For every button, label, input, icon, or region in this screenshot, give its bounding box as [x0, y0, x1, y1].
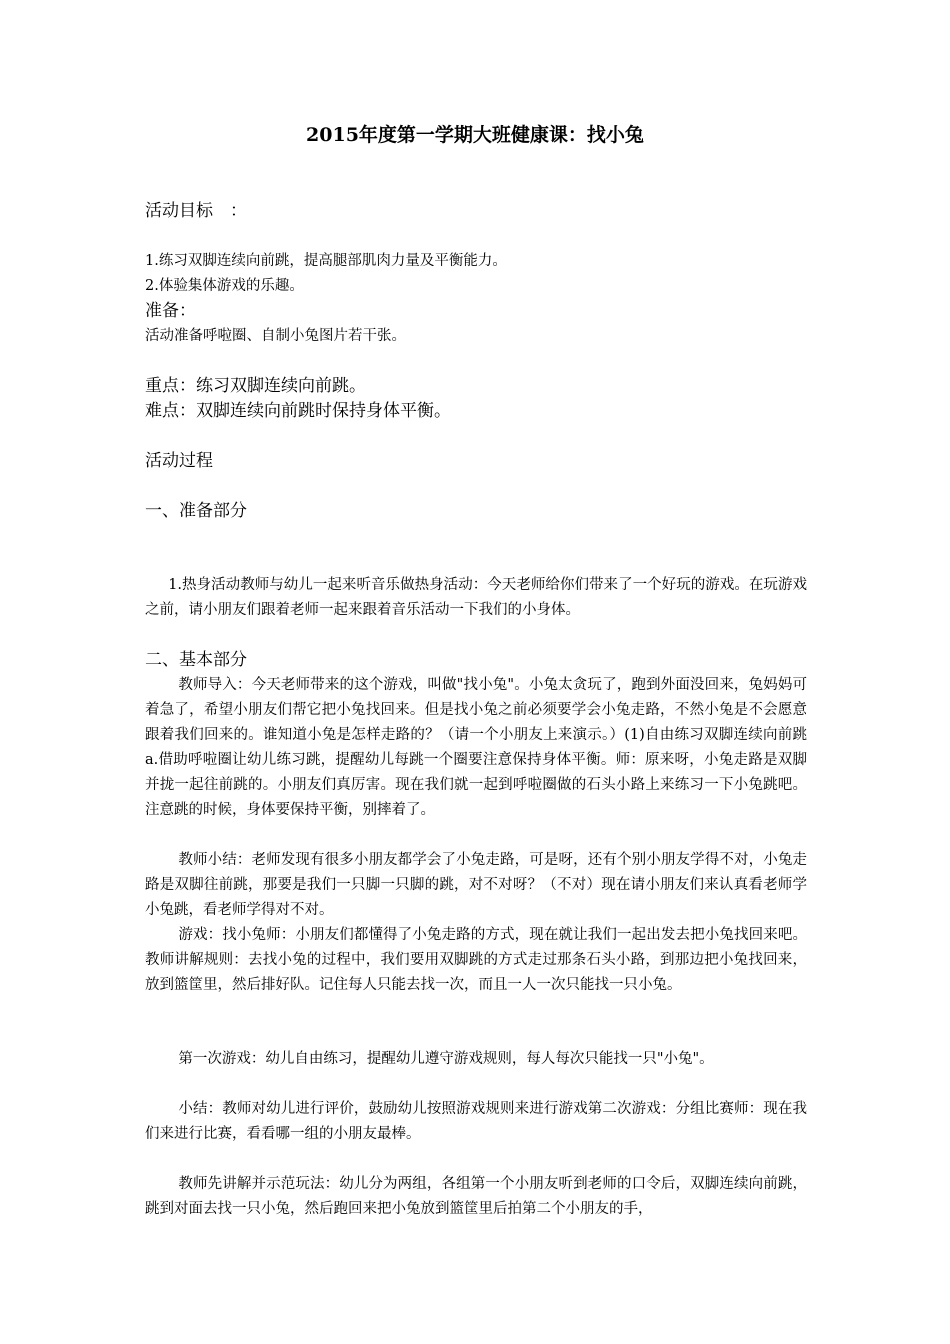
- goal-item-2: 2.体验集体游戏的乐趣。: [145, 278, 304, 294]
- goal-item-1: 1.练习双脚连续向前跳，提高腿部肌肉力量及平衡能力。: [145, 253, 507, 269]
- intro-paragraph: 教师导入：今天老师带来的这个游戏，叫做"找小兔"。小兔太贪玩了，跑到外面没回来，兔妈妈可着急了，希望小朋友们帮它把小兔找回来。但是找小兔之前必须要学会小兔走路，不然小兔是不会愿意跟着我们回来的。谁知道小兔是怎样走路的？（请一个小朋友上来演示。）(1)自由练习双脚连续向前跳 a.借助呼啦圈让幼儿练习跳，提醒幼儿每跳一个圈要注意保持身体平衡。师：原来呀，小兔走路是双脚并拢一起往前跳的。小朋友们真厉害。现在我们就一起到呼啦圈做的石头小路上来练习一下小兔跳吧。注意跳的时候，身体要保持平衡，别摔着了。: [145, 677, 807, 818]
- difficulty-point: 难点：双脚连续向前跳时保持身体平衡。: [145, 401, 451, 421]
- goals-heading: 活动目标 ：: [145, 201, 247, 221]
- game-paragraph: 游戏：找小兔师：小朋友们都懂得了小兔走路的方式，现在就让我们一起出发去把小兔找回来吧。教师讲解规则：去找小兔的过程中，我们要用双脚跳的方式走过那条石头小路，到那边把小兔找回来，放到篮筐里，然后排好队。记住每人只能去找一次，而且一人一次只能找一只小兔。: [145, 927, 807, 993]
- part2-heading: 二、基本部分: [145, 650, 247, 670]
- prep-heading: 准备：: [145, 301, 196, 321]
- part1-heading: 一、准备部分: [145, 501, 247, 521]
- document-title: 2015年度第一学期大班健康课：找小兔: [306, 124, 644, 146]
- demo-paragraph: 教师先讲解并示范玩法：幼儿分为两组，各组第一个小朋友听到老师的口令后，双脚连续向前跳，跳到对面去找一只小兔，然后跑回来把小兔放到篮筐里后拍第二个小朋友的手，: [145, 1176, 807, 1217]
- part1-paragraph: 1.热身活动教师与幼儿一起来听音乐做热身活动：今天老师给你们带来了一个好玩的游戏。在玩游戏之前，请小朋友们跟着老师一起来跟着音乐活动一下我们的小身体。: [145, 577, 807, 618]
- process-heading: 活动过程: [145, 451, 213, 471]
- prep-text: 活动准备呼啦圈、自制小兔图片若干张。: [145, 328, 406, 344]
- key-point: 重点：练习双脚连续向前跳。: [145, 376, 366, 396]
- summary-paragraph: 教师小结：老师发现有很多小朋友都学会了小兔走路，可是呀，还有个别小朋友学得不对，小兔走路是双脚往前跳，那要是我们一只脚一只脚的跳，对不对呀？（不对）现在请小朋友们来认真看老师学小兔跳，看老师学得对不对。: [145, 852, 807, 918]
- evaluation-paragraph: 小结：教师对幼儿进行评价，鼓励幼儿按照游戏规则来进行游戏第二次游戏：分组比赛师：现在我们来进行比赛，看看哪一组的小朋友最棒。: [145, 1101, 807, 1142]
- first-game-paragraph: 第一次游戏：幼儿自由练习，提醒幼儿遵守游戏规则，每人每次只能找一只"小兔"。: [178, 1051, 714, 1067]
